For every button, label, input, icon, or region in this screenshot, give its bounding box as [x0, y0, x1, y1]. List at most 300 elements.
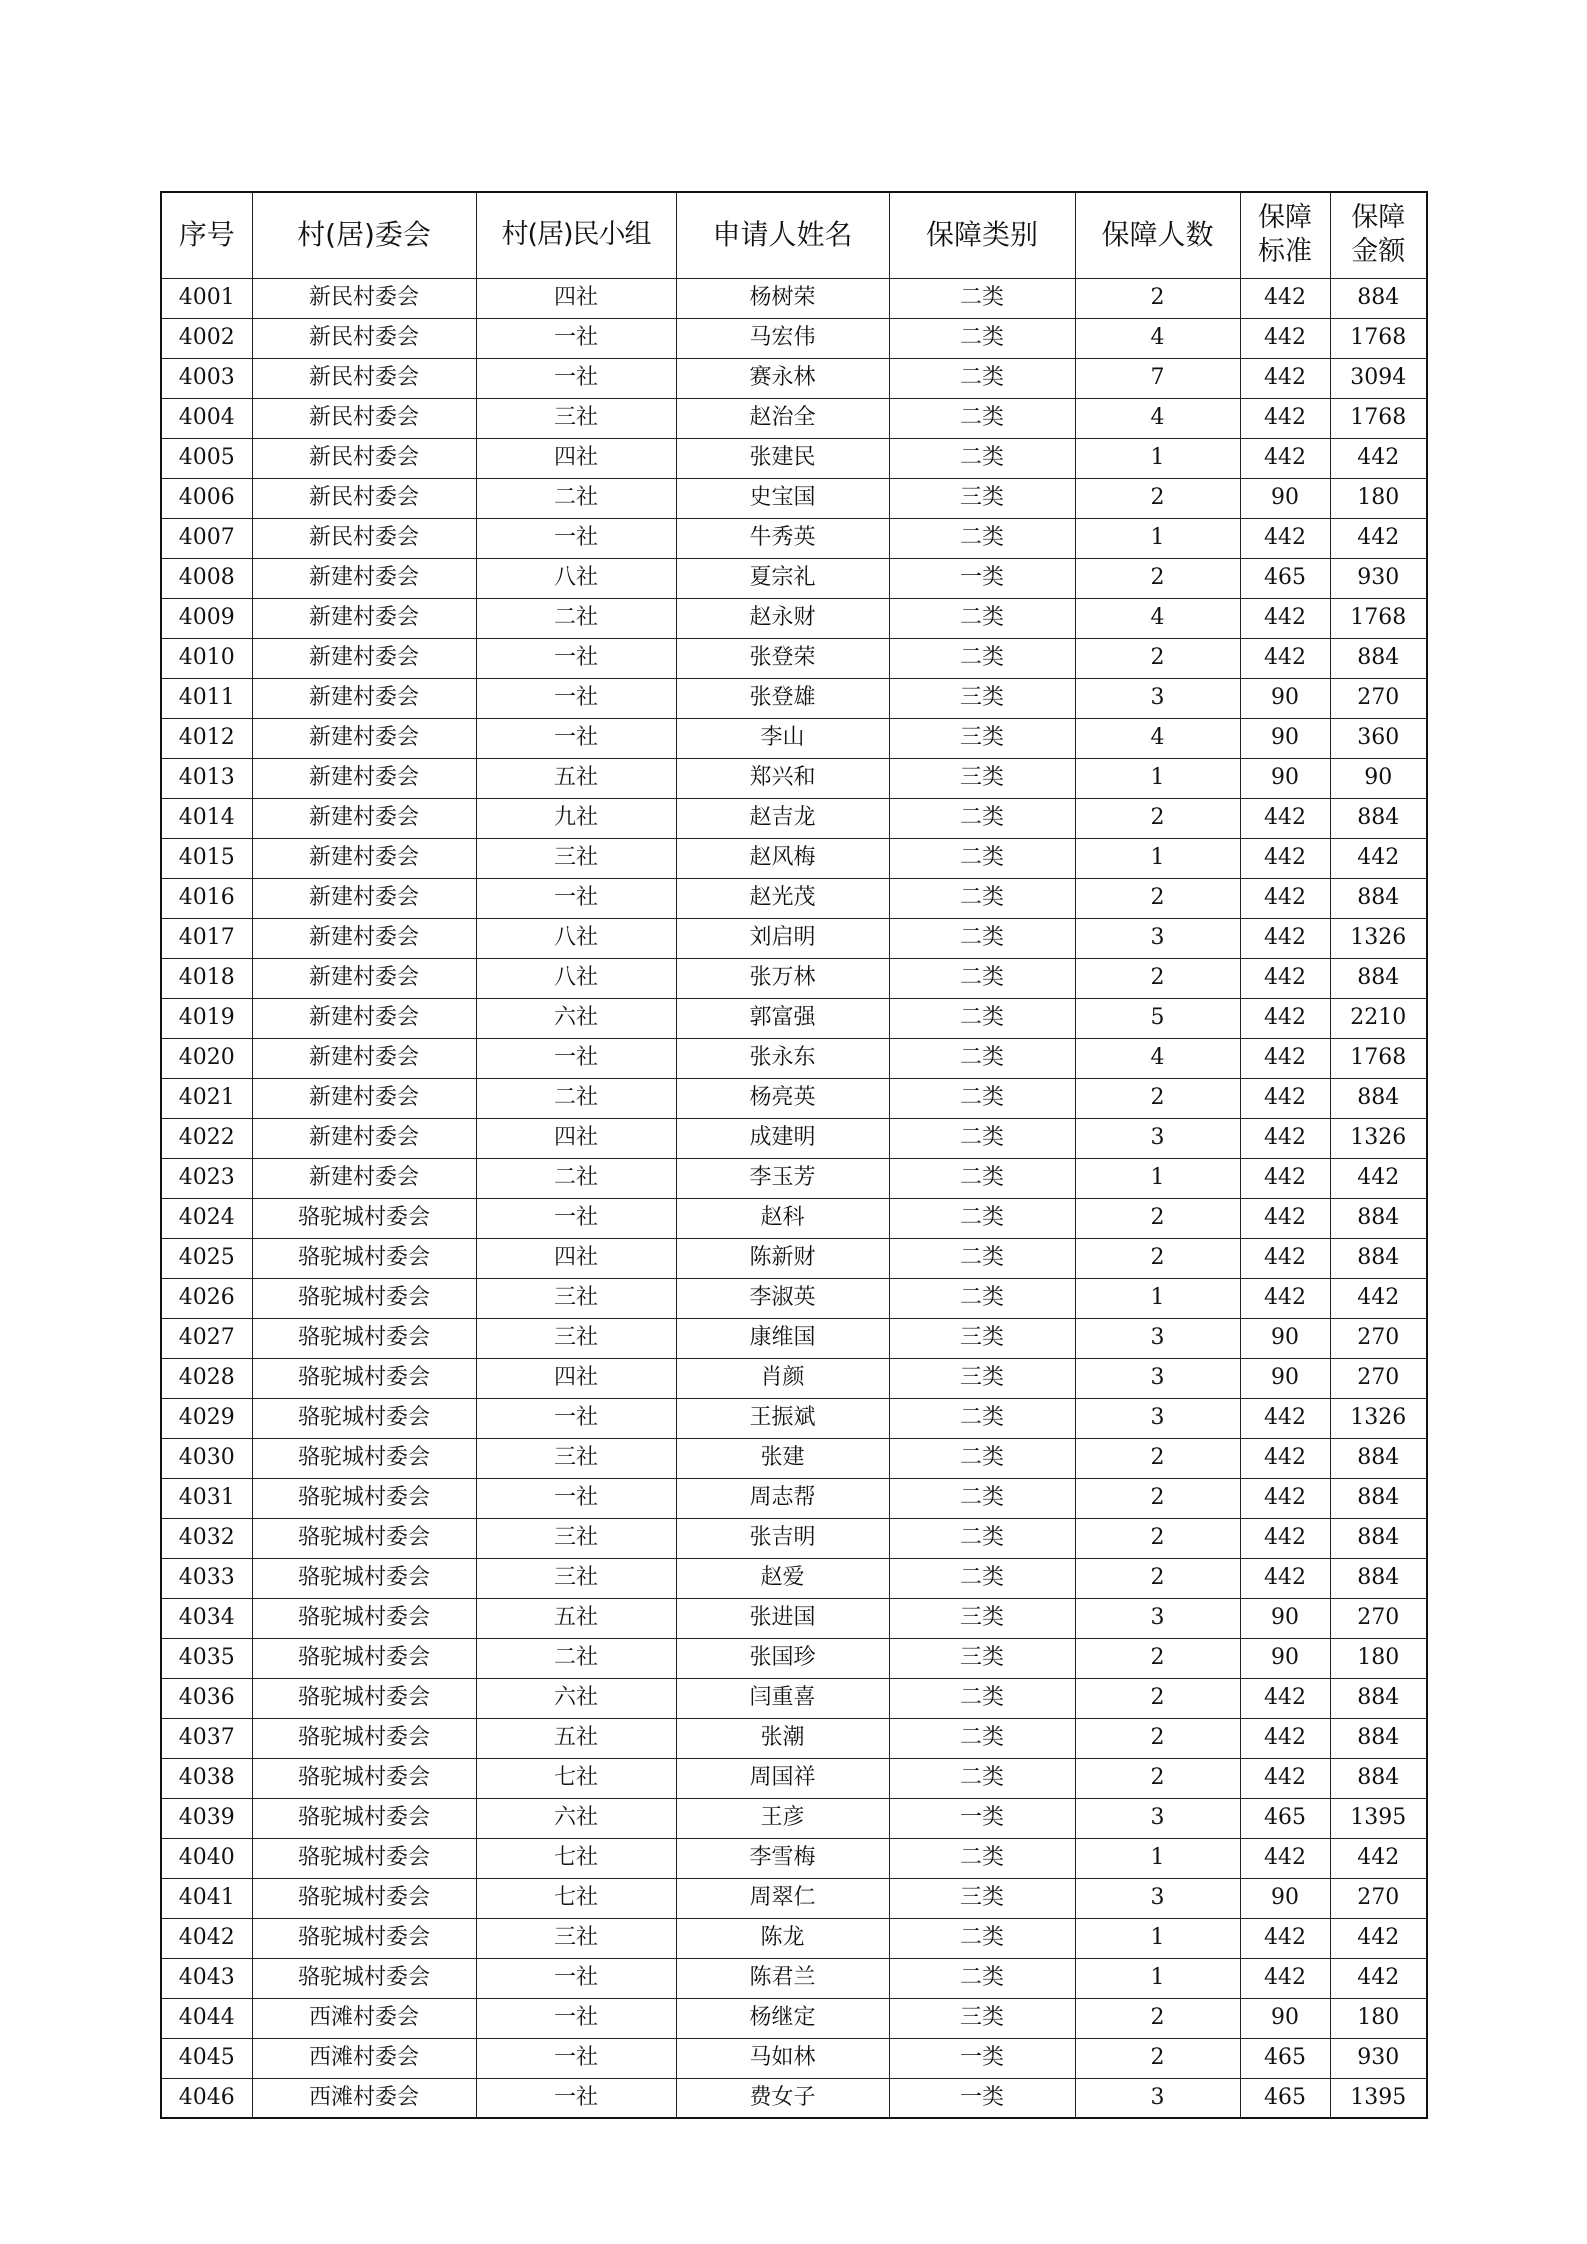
cell-amount: 1768 [1330, 1038, 1427, 1078]
cell-group: 九社 [476, 798, 676, 838]
cell-group: 一社 [476, 1958, 676, 1998]
cell-seq: 4029 [161, 1398, 252, 1438]
cell-seq: 4006 [161, 478, 252, 518]
header-standard-line2: 标准 [1258, 236, 1312, 268]
cell-persons: 2 [1075, 1438, 1240, 1478]
cell-seq: 4030 [161, 1438, 252, 1478]
table-row [161, 1878, 1427, 1918]
cell-seq: 4032 [161, 1518, 252, 1558]
cell-persons: 4 [1075, 1038, 1240, 1078]
cell-category: 二类 [889, 1198, 1075, 1238]
cell-standard: 442 [1240, 798, 1330, 838]
cell-group: 一社 [476, 518, 676, 558]
cell-village: 骆驼城村委会 [252, 1838, 476, 1878]
cell-name: 赵光茂 [676, 878, 889, 918]
cell-standard: 442 [1240, 398, 1330, 438]
cell-amount: 442 [1330, 438, 1427, 478]
cell-village: 骆驼城村委会 [252, 1798, 476, 1838]
cell-category: 二类 [889, 1438, 1075, 1478]
cell-category: 二类 [889, 1078, 1075, 1118]
cell-amount: 930 [1330, 2038, 1427, 2078]
cell-standard: 442 [1240, 838, 1330, 878]
cell-village: 新建村委会 [252, 678, 476, 718]
cell-seq: 4039 [161, 1798, 252, 1838]
table-row [161, 838, 1427, 878]
cell-persons: 1 [1075, 1918, 1240, 1958]
cell-village: 骆驼城村委会 [252, 1398, 476, 1438]
cell-amount: 442 [1330, 1158, 1427, 1198]
cell-group: 六社 [476, 998, 676, 1038]
cell-category: 二类 [889, 1278, 1075, 1318]
cell-seq: 4044 [161, 1998, 252, 2038]
cell-group: 三社 [476, 1278, 676, 1318]
cell-amount: 1395 [1330, 2078, 1427, 2118]
cell-persons: 3 [1075, 1118, 1240, 1158]
cell-name: 成建明 [676, 1118, 889, 1158]
cell-group: 一社 [476, 2038, 676, 2078]
cell-standard: 90 [1240, 1878, 1330, 1918]
cell-group: 一社 [476, 878, 676, 918]
cell-standard: 465 [1240, 558, 1330, 598]
cell-seq: 4015 [161, 838, 252, 878]
cell-category: 二类 [889, 838, 1075, 878]
cell-seq: 4005 [161, 438, 252, 478]
header-village: 村(居)委会 [252, 192, 476, 278]
cell-name: 张登雄 [676, 678, 889, 718]
cell-name: 李雪梅 [676, 1838, 889, 1878]
cell-standard: 442 [1240, 1838, 1330, 1878]
cell-category: 二类 [889, 1558, 1075, 1598]
table-row [161, 1318, 1427, 1358]
cell-name: 周志帮 [676, 1478, 889, 1518]
cell-seq: 4018 [161, 958, 252, 998]
table-row [161, 1438, 1427, 1478]
cell-standard: 465 [1240, 2078, 1330, 2118]
cell-persons: 1 [1075, 518, 1240, 558]
cell-seq: 4038 [161, 1758, 252, 1798]
cell-seq: 4007 [161, 518, 252, 558]
table-row [161, 558, 1427, 598]
cell-name: 陈君兰 [676, 1958, 889, 1998]
cell-persons: 3 [1075, 1798, 1240, 1838]
cell-name: 张潮 [676, 1718, 889, 1758]
cell-amount: 270 [1330, 1878, 1427, 1918]
cell-amount: 884 [1330, 1078, 1427, 1118]
cell-seq: 4033 [161, 1558, 252, 1598]
table-row [161, 1678, 1427, 1718]
cell-group: 三社 [476, 1518, 676, 1558]
cell-standard: 442 [1240, 1558, 1330, 1598]
cell-standard: 90 [1240, 1638, 1330, 1678]
cell-name: 赵吉龙 [676, 798, 889, 838]
cell-village: 新建村委会 [252, 838, 476, 878]
cell-amount: 442 [1330, 1278, 1427, 1318]
cell-seq: 4019 [161, 998, 252, 1038]
cell-group: 一社 [476, 638, 676, 678]
table-row [161, 918, 1427, 958]
cell-village: 西滩村委会 [252, 2078, 476, 2118]
cell-seq: 4004 [161, 398, 252, 438]
cell-standard: 442 [1240, 1398, 1330, 1438]
cell-village: 骆驼城村委会 [252, 1558, 476, 1598]
table-row [161, 1958, 1427, 1998]
cell-group: 一社 [476, 1998, 676, 2038]
cell-group: 八社 [476, 918, 676, 958]
cell-persons: 4 [1075, 598, 1240, 638]
cell-name: 张万林 [676, 958, 889, 998]
cell-category: 三类 [889, 478, 1075, 518]
cell-category: 二类 [889, 1398, 1075, 1438]
cell-village: 新建村委会 [252, 638, 476, 678]
cell-village: 骆驼城村委会 [252, 1598, 476, 1638]
cell-village: 新建村委会 [252, 598, 476, 638]
table-row [161, 1558, 1427, 1598]
table-row [161, 1278, 1427, 1318]
cell-name: 赵治全 [676, 398, 889, 438]
cell-village: 新建村委会 [252, 1118, 476, 1158]
cell-amount: 270 [1330, 678, 1427, 718]
cell-seq: 4009 [161, 598, 252, 638]
cell-group: 一社 [476, 1038, 676, 1078]
cell-group: 六社 [476, 1798, 676, 1838]
cell-village: 新民村委会 [252, 478, 476, 518]
cell-standard: 442 [1240, 1438, 1330, 1478]
cell-category: 二类 [889, 438, 1075, 478]
cell-standard: 442 [1240, 1078, 1330, 1118]
cell-category: 三类 [889, 1878, 1075, 1918]
cell-standard: 442 [1240, 1478, 1330, 1518]
cell-name: 闫重喜 [676, 1678, 889, 1718]
cell-name: 张进国 [676, 1598, 889, 1638]
cell-seq: 4041 [161, 1878, 252, 1918]
header-group: 村(居)民小组 [476, 192, 676, 278]
cell-category: 二类 [889, 1118, 1075, 1158]
table-row [161, 958, 1427, 998]
cell-standard: 442 [1240, 1518, 1330, 1558]
cell-village: 骆驼城村委会 [252, 1678, 476, 1718]
cell-village: 骆驼城村委会 [252, 1238, 476, 1278]
cell-group: 四社 [476, 1118, 676, 1158]
cell-group: 三社 [476, 1318, 676, 1358]
cell-persons: 3 [1075, 1358, 1240, 1398]
cell-amount: 884 [1330, 958, 1427, 998]
cell-persons: 4 [1075, 718, 1240, 758]
cell-standard: 442 [1240, 1118, 1330, 1158]
cell-persons: 2 [1075, 1238, 1240, 1278]
cell-group: 五社 [476, 758, 676, 798]
cell-name: 刘启明 [676, 918, 889, 958]
cell-seq: 4021 [161, 1078, 252, 1118]
table-row [161, 1758, 1427, 1798]
header-amount-line1: 保障 [1351, 202, 1406, 234]
table-row [161, 478, 1427, 518]
cell-name: 张建 [676, 1438, 889, 1478]
cell-persons: 2 [1075, 2038, 1240, 2078]
cell-seq: 4017 [161, 918, 252, 958]
cell-amount: 180 [1330, 478, 1427, 518]
cell-name: 康维国 [676, 1318, 889, 1358]
cell-category: 二类 [889, 1478, 1075, 1518]
table-row [161, 1838, 1427, 1878]
cell-standard: 442 [1240, 1238, 1330, 1278]
cell-village: 新建村委会 [252, 1038, 476, 1078]
cell-standard: 442 [1240, 1718, 1330, 1758]
cell-group: 二社 [476, 598, 676, 638]
cell-seq: 4020 [161, 1038, 252, 1078]
table-body [161, 278, 1427, 2118]
cell-name: 赵科 [676, 1198, 889, 1238]
cell-category: 三类 [889, 1358, 1075, 1398]
cell-category: 一类 [889, 1798, 1075, 1838]
cell-standard: 90 [1240, 1358, 1330, 1398]
cell-category: 二类 [889, 1958, 1075, 1998]
cell-category: 二类 [889, 1518, 1075, 1558]
cell-seq: 4001 [161, 278, 252, 318]
cell-group: 一社 [476, 678, 676, 718]
cell-amount: 884 [1330, 1198, 1427, 1238]
cell-standard: 90 [1240, 1598, 1330, 1638]
table-row [161, 1358, 1427, 1398]
cell-group: 八社 [476, 558, 676, 598]
cell-persons: 2 [1075, 1638, 1240, 1678]
cell-category: 二类 [889, 1158, 1075, 1198]
cell-category: 三类 [889, 678, 1075, 718]
cell-persons: 3 [1075, 1398, 1240, 1438]
cell-persons: 2 [1075, 1558, 1240, 1598]
cell-name: 李玉芳 [676, 1158, 889, 1198]
cell-group: 三社 [476, 1558, 676, 1598]
table-row [161, 798, 1427, 838]
table-row [161, 1238, 1427, 1278]
cell-seq: 4045 [161, 2038, 252, 2078]
cell-category: 一类 [889, 558, 1075, 598]
cell-persons: 3 [1075, 918, 1240, 958]
cell-seq: 4022 [161, 1118, 252, 1158]
cell-village: 新建村委会 [252, 758, 476, 798]
cell-seq: 4028 [161, 1358, 252, 1398]
cell-standard: 442 [1240, 1278, 1330, 1318]
header-amount [1330, 192, 1427, 278]
cell-amount: 442 [1330, 1838, 1427, 1878]
cell-category: 二类 [889, 318, 1075, 358]
cell-name: 肖颜 [676, 1358, 889, 1398]
cell-amount: 180 [1330, 1998, 1427, 2038]
table-row [161, 1518, 1427, 1558]
cell-category: 三类 [889, 758, 1075, 798]
cell-name: 周国祥 [676, 1758, 889, 1798]
cell-standard: 442 [1240, 918, 1330, 958]
table-row [161, 638, 1427, 678]
cell-amount: 884 [1330, 1718, 1427, 1758]
cell-amount: 884 [1330, 1678, 1427, 1718]
cell-category: 二类 [889, 1238, 1075, 1278]
header-category: 保障类别 [889, 192, 1075, 278]
cell-persons: 2 [1075, 478, 1240, 518]
cell-category: 三类 [889, 1998, 1075, 2038]
cell-village: 骆驼城村委会 [252, 1718, 476, 1758]
cell-name: 马如林 [676, 2038, 889, 2078]
cell-amount: 884 [1330, 1758, 1427, 1798]
cell-group: 一社 [476, 718, 676, 758]
cell-standard: 442 [1240, 1958, 1330, 1998]
cell-village: 新建村委会 [252, 998, 476, 1038]
cell-amount: 1326 [1330, 918, 1427, 958]
cell-village: 骆驼城村委会 [252, 1198, 476, 1238]
cell-name: 赛永林 [676, 358, 889, 398]
cell-seq: 4008 [161, 558, 252, 598]
cell-standard: 442 [1240, 598, 1330, 638]
cell-village: 新建村委会 [252, 718, 476, 758]
table-row [161, 1798, 1427, 1838]
cell-standard: 442 [1240, 1158, 1330, 1198]
cell-category: 二类 [889, 638, 1075, 678]
cell-name: 张吉明 [676, 1518, 889, 1558]
cell-seq: 4011 [161, 678, 252, 718]
cell-seq: 4010 [161, 638, 252, 678]
cell-group: 二社 [476, 1158, 676, 1198]
cell-name: 张建民 [676, 438, 889, 478]
table-row [161, 1718, 1427, 1758]
cell-category: 二类 [889, 918, 1075, 958]
cell-seq: 4037 [161, 1718, 252, 1758]
cell-persons: 3 [1075, 678, 1240, 718]
cell-name: 杨亮英 [676, 1078, 889, 1118]
header-standard-line1: 保障 [1258, 202, 1312, 234]
cell-seq: 4034 [161, 1598, 252, 1638]
cell-standard: 442 [1240, 878, 1330, 918]
cell-village: 西滩村委会 [252, 1998, 476, 2038]
cell-persons: 1 [1075, 758, 1240, 798]
cell-village: 新建村委会 [252, 918, 476, 958]
cell-amount: 180 [1330, 1638, 1427, 1678]
table-row [161, 2038, 1427, 2078]
cell-group: 二社 [476, 478, 676, 518]
cell-standard: 90 [1240, 1998, 1330, 2038]
header-persons: 保障人数 [1075, 192, 1240, 278]
cell-group: 一社 [476, 2078, 676, 2118]
cell-village: 骆驼城村委会 [252, 1958, 476, 1998]
cell-amount: 884 [1330, 1518, 1427, 1558]
table-row [161, 1638, 1427, 1678]
cell-standard: 90 [1240, 718, 1330, 758]
cell-group: 二社 [476, 1078, 676, 1118]
table-row [161, 678, 1427, 718]
cell-name: 张登荣 [676, 638, 889, 678]
table-row [161, 438, 1427, 478]
cell-category: 三类 [889, 1638, 1075, 1678]
cell-amount: 1395 [1330, 1798, 1427, 1838]
cell-category: 二类 [889, 1838, 1075, 1878]
cell-seq: 4043 [161, 1958, 252, 1998]
cell-standard: 442 [1240, 1918, 1330, 1958]
cell-standard: 442 [1240, 518, 1330, 558]
cell-standard: 90 [1240, 1318, 1330, 1358]
cell-category: 二类 [889, 358, 1075, 398]
cell-amount: 884 [1330, 1238, 1427, 1278]
relief-table [160, 191, 1428, 2119]
cell-village: 新民村委会 [252, 438, 476, 478]
cell-village: 新建村委会 [252, 558, 476, 598]
cell-persons: 2 [1075, 1518, 1240, 1558]
cell-seq: 4012 [161, 718, 252, 758]
cell-name: 陈龙 [676, 1918, 889, 1958]
table-row [161, 998, 1427, 1038]
cell-group: 八社 [476, 958, 676, 998]
cell-group: 一社 [476, 1398, 676, 1438]
cell-persons: 1 [1075, 438, 1240, 478]
cell-name: 赵爱 [676, 1558, 889, 1598]
cell-persons: 2 [1075, 1198, 1240, 1238]
cell-amount: 442 [1330, 1918, 1427, 1958]
table-row [161, 318, 1427, 358]
cell-seq: 4003 [161, 358, 252, 398]
cell-village: 骆驼城村委会 [252, 1318, 476, 1358]
cell-seq: 4042 [161, 1918, 252, 1958]
table-row [161, 518, 1427, 558]
cell-persons: 2 [1075, 1678, 1240, 1718]
cell-seq: 4023 [161, 1158, 252, 1198]
cell-category: 二类 [889, 998, 1075, 1038]
cell-group: 四社 [476, 1358, 676, 1398]
cell-persons: 2 [1075, 1758, 1240, 1798]
cell-group: 六社 [476, 1678, 676, 1718]
cell-village: 新民村委会 [252, 318, 476, 358]
cell-amount: 884 [1330, 638, 1427, 678]
cell-standard: 442 [1240, 958, 1330, 998]
cell-name: 马宏伟 [676, 318, 889, 358]
cell-amount: 360 [1330, 718, 1427, 758]
cell-category: 二类 [889, 1918, 1075, 1958]
cell-village: 骆驼城村委会 [252, 1358, 476, 1398]
cell-persons: 1 [1075, 1838, 1240, 1878]
cell-group: 一社 [476, 318, 676, 358]
cell-persons: 2 [1075, 558, 1240, 598]
cell-amount: 442 [1330, 838, 1427, 878]
cell-category: 二类 [889, 398, 1075, 438]
cell-group: 四社 [476, 278, 676, 318]
cell-amount: 1768 [1330, 398, 1427, 438]
cell-group: 三社 [476, 838, 676, 878]
cell-category: 三类 [889, 1598, 1075, 1638]
cell-standard: 442 [1240, 318, 1330, 358]
cell-amount: 270 [1330, 1598, 1427, 1638]
table-row [161, 1398, 1427, 1438]
cell-category: 二类 [889, 278, 1075, 318]
cell-amount: 3094 [1330, 358, 1427, 398]
cell-name: 赵永财 [676, 598, 889, 638]
table-row [161, 1918, 1427, 1958]
cell-amount: 884 [1330, 878, 1427, 918]
table-row [161, 278, 1427, 318]
cell-persons: 2 [1075, 1078, 1240, 1118]
cell-name: 王彦 [676, 1798, 889, 1838]
cell-name: 郭富强 [676, 998, 889, 1038]
cell-persons: 2 [1075, 1478, 1240, 1518]
table-row [161, 598, 1427, 638]
cell-group: 三社 [476, 1918, 676, 1958]
cell-seq: 4046 [161, 2078, 252, 2118]
cell-group: 二社 [476, 1638, 676, 1678]
cell-name: 费女子 [676, 2078, 889, 2118]
cell-village: 新民村委会 [252, 518, 476, 558]
cell-standard: 442 [1240, 1198, 1330, 1238]
cell-village: 新建村委会 [252, 1078, 476, 1118]
cell-seq: 4026 [161, 1278, 252, 1318]
cell-seq: 4002 [161, 318, 252, 358]
cell-category: 一类 [889, 2078, 1075, 2118]
cell-group: 三社 [476, 1438, 676, 1478]
cell-amount: 1326 [1330, 1398, 1427, 1438]
